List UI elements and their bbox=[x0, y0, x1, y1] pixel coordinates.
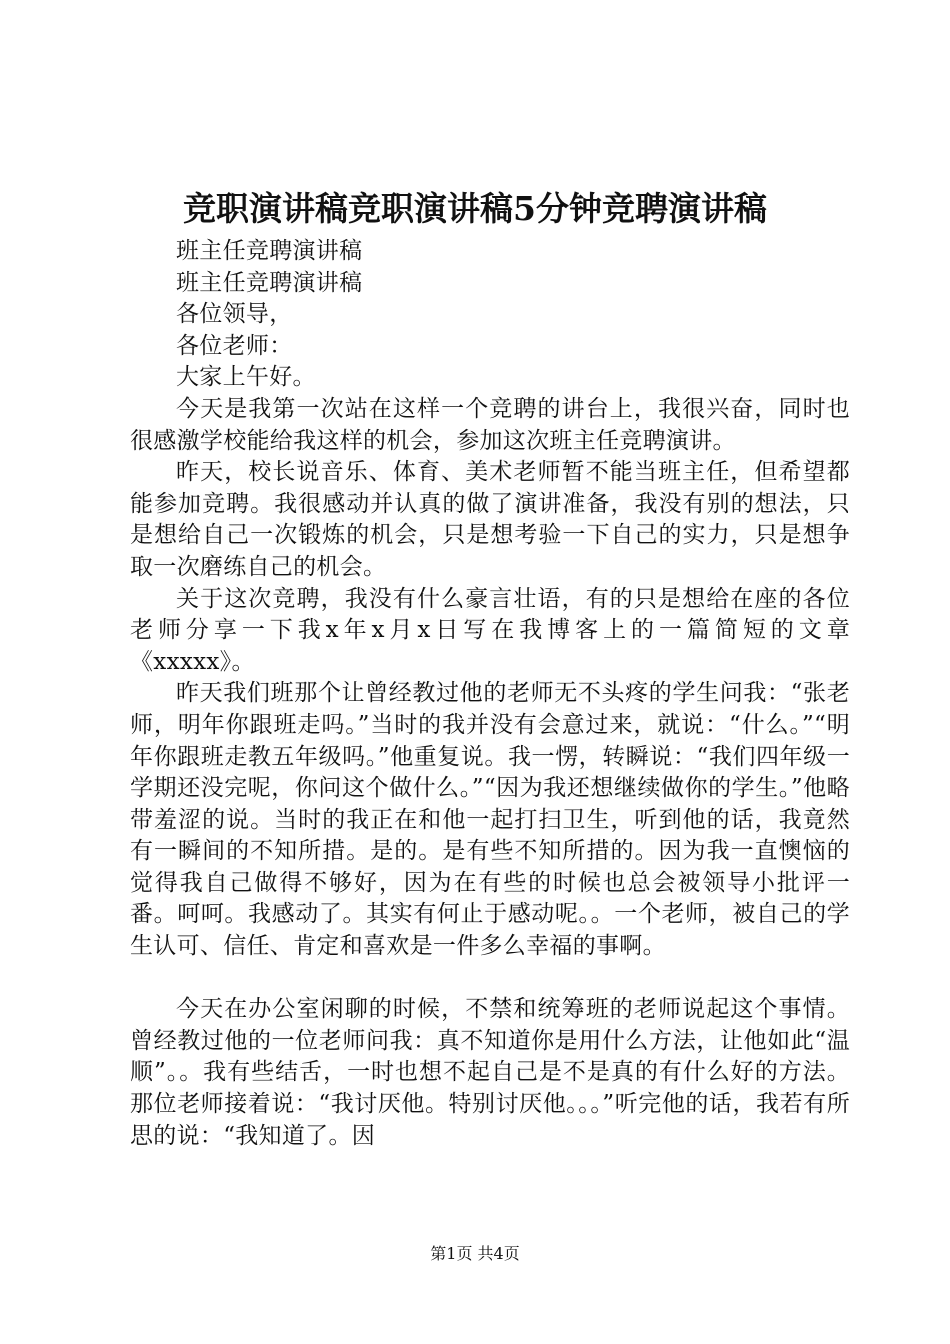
paragraph-body: 昨天我们班那个让曾经教过他的老师无不头疼的学生问我：“张老师，明年你跟班走吗。”当时的我并没有会意过来，就说：“什么。”“明年你跟班走教五年级吗。”他重复说。我一愣，转瞬说：“我们四年级一学期还没完呢，你问这个做什么。”“因为我还想继续做你的学生。”他略带羞涩的说。当时的我正在和他一起打扫卫生，听到他的话，我竟然有一瞬间的不知所措。是的。是有些不知所措的。因为我一直懊恼的觉得我自己做得不够好，因为在有些的时候也总会被领导小批评一番。呵呵。我感动了。其实有何止于感动呢。。一个老师，被自己的学生认可、信任、肯定和喜欢是一件多么幸福的事啊。 bbox=[130, 680, 850, 960]
paragraph-salutation-leaders: 各位领导， bbox=[176, 301, 293, 328]
paragraph-body: 今天在办公室闲聊的时候，不禁和统筹班的老师说起这个事情。曾经教过他的一位老师问我：真不知道你是用什么方法，让他如此“温顺”。。我有些结舌，一时也想不起自己是不是真的有什么好的方法。那位老师接着说：“我讨厌他。特别讨厌他。。。”听完他的话，我若有所思的说：“我知道了。因 bbox=[130, 996, 850, 1149]
document-body bbox=[130, 236, 850, 1152]
page-footer: 第1页 共4页 bbox=[430, 1244, 520, 1263]
paragraph-heading-2: 班主任竞聘演讲稿 bbox=[176, 269, 363, 296]
document-title: 竞职演讲稿竞职演讲稿5分钟竞聘演讲稿 bbox=[183, 189, 767, 228]
paragraph-body: 今天是我第一次站在这样一个竞聘的讲台上，我很兴奋，同时也很感激学校能给我这样的机会，参加这次班主任竞聘演讲。 bbox=[130, 395, 850, 454]
paragraph-heading-1: 班主任竞聘演讲稿 bbox=[176, 238, 363, 264]
paragraph-body: 昨天，校长说音乐、体育、美术老师暂不能当班主任，但希望都能参加竞聘。我很感动并认真的做了演讲准备，我没有别的想法，只是想给自己一次锻炼的机会，只是想考验一下自己的实力，只是想争取一次磨练自己的机会。 bbox=[130, 459, 850, 580]
paragraph-greeting: 大家上午好。 bbox=[176, 364, 316, 391]
paragraph-salutation-teachers: 各位老师： bbox=[176, 332, 293, 359]
paragraph-body: 关于这次竞聘，我没有什么豪言壮语，有的只是想给在座的各位老师分享一下我x年x月x日写在我博客上的一篇简短的文章《xxxxx》。 bbox=[130, 585, 850, 675]
